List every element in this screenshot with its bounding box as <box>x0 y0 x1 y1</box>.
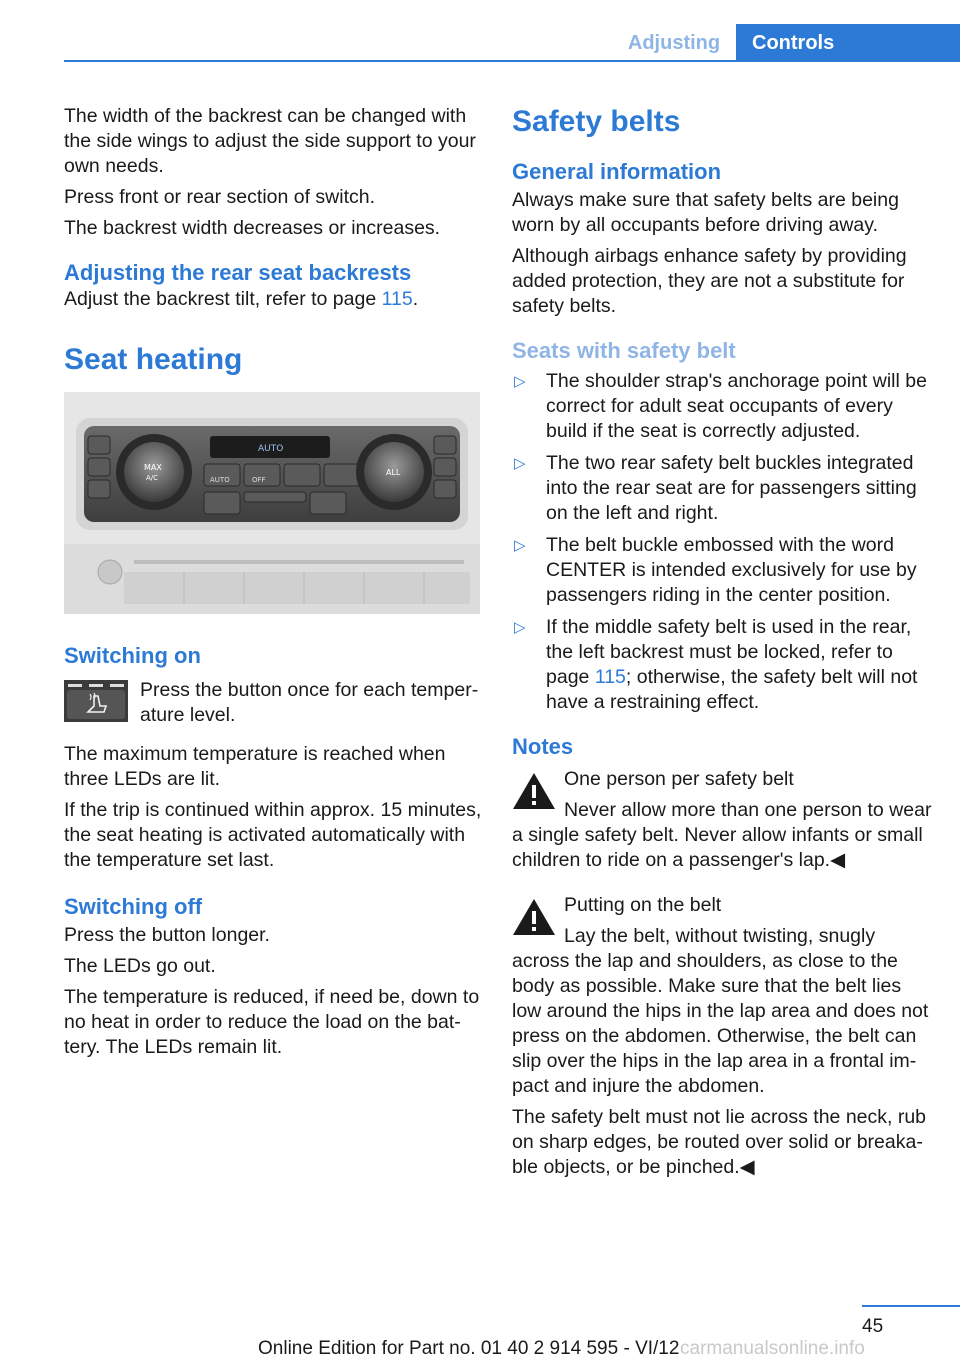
svg-text:OFF: OFF <box>252 476 266 484</box>
switching-on-text: Press the button once for each temper-ature level. <box>140 679 479 726</box>
svg-text:AUTO: AUTO <box>258 444 284 454</box>
header-chapter-tab: Controls <box>736 24 960 62</box>
note2-title: Putting on the belt <box>564 894 722 916</box>
footer-rule <box>862 1305 960 1307</box>
left-column <box>64 104 484 1066</box>
warning-icon <box>512 771 556 811</box>
triangle-bullet-icon: ▷ <box>514 373 526 390</box>
seat-heating-title: Seat heating <box>64 343 243 376</box>
switching-on-heading: Switching on <box>64 643 201 668</box>
climate-panel-illustration <box>64 392 480 614</box>
edition-text: Online Edition for Part no. 01 40 2 914 595 - VI/12 <box>258 1338 680 1359</box>
seat-heating-button-icon <box>64 680 128 722</box>
note2-text-2: The safety belt must not lie across the neck, rub on sharp edges, be routed over solid or breaka-ble objects, or be pinched.◀ <box>512 1106 927 1178</box>
rear-backrest-heading: Adjusting the rear seat backrests <box>64 260 412 285</box>
general-information-heading: General information <box>512 159 722 184</box>
page-link-115[interactable]: 115 <box>381 288 413 310</box>
seats-with-belt-heading: Seats with safety belt <box>512 338 736 363</box>
triangle-bullet-icon: ▷ <box>514 619 526 636</box>
list-item: ▷ If the middle safety belt is used in the rear, the left backrest must be locked, refer to page 115; otherwise, the safety belt will not have a restraining effect. <box>514 616 918 713</box>
list-item: ▷ The two rear safety belt buckles integrated into the rear seat are for passengers sitting on the left and right. <box>514 452 917 524</box>
header-rule <box>64 60 960 62</box>
general-paragraph-1: Always make sure that safety belts are being worn by all occupants before driving away. <box>512 189 899 236</box>
off-paragraph-3: The temperature is reduced, if need be, down to no heat in order to reduce the load on the bat-tery. The LEDs remain lit. <box>64 986 480 1058</box>
safety-belts-title: Safety belts <box>512 105 681 138</box>
intro-paragraph-1: The width of the backrest can be changed with the side wings to adjust the side support to your own needs. <box>64 105 476 177</box>
warning-icon <box>512 897 556 937</box>
svg-text:A/C: A/C <box>146 474 159 482</box>
rear-backrest-text: Adjust the backrest tilt, refer to page 115. <box>64 288 419 310</box>
off-paragraph-2: The LEDs go out. <box>64 955 216 977</box>
off-paragraph-1: Press the button longer. <box>64 924 270 946</box>
on-paragraph-2: If the trip is continued within approx. 15 minutes, the seat heating is activated automatically with the temperature set last. <box>64 799 482 871</box>
general-paragraph-2: Although airbags enhance safety by providing added protection, they are not a substitute for safety belts. <box>512 245 907 317</box>
page-link-115[interactable]: 115 <box>594 666 626 688</box>
triangle-bullet-icon: ▷ <box>514 537 526 554</box>
note-one-person <box>512 767 932 879</box>
climate-control-photo <box>64 392 480 614</box>
page-number: 45 <box>862 1316 884 1337</box>
right-column <box>512 104 932 1194</box>
switching-off-heading: Switching off <box>64 894 203 919</box>
note1-title: One person per safety belt <box>564 768 794 790</box>
svg-text:MAX: MAX <box>144 463 162 472</box>
intro-paragraph-3: The backrest width decreases or increases. <box>64 217 441 239</box>
notes-heading: Notes <box>512 734 574 759</box>
on-paragraph-1: The maximum temperature is reached when three LEDs are lit. <box>64 743 446 790</box>
intro-paragraph-2: Press front or rear section of switch. <box>64 186 376 208</box>
seat-belt-list <box>512 369 932 715</box>
svg-text:AUTO: AUTO <box>210 476 230 484</box>
list-item: ▷ The belt buckle embossed with the word CENTER is intended exclusively for use by passengers riding in the center position. <box>514 534 917 606</box>
header-section-tab: Adjusting <box>627 32 721 54</box>
note1-text: Never allow more than one person to wear a single safety belt. Never allow infants or small children to ride on a passenger's lap.◀ <box>512 799 932 871</box>
watermark: carmanualsonline.info <box>680 1338 865 1359</box>
note2-text: Lay the belt, without twisting, snugly across the lap and shoulders, as close to the body as possible. Make sure that the belt lies low around the hips in the lap area and does not press on the abdomen. Otherwise, the belt can slip over the hips in the lap area in a frontal im-pact and injure the abdomen. <box>512 925 929 1097</box>
note-putting-on-belt <box>512 893 932 1186</box>
list-item: ▷ The shoulder strap's anchorage point will be correct for adult seat occupants of every build if the seat is correctly adjusted. <box>514 370 927 442</box>
triangle-bullet-icon: ▷ <box>514 455 526 472</box>
svg-text:ALL: ALL <box>386 468 401 477</box>
